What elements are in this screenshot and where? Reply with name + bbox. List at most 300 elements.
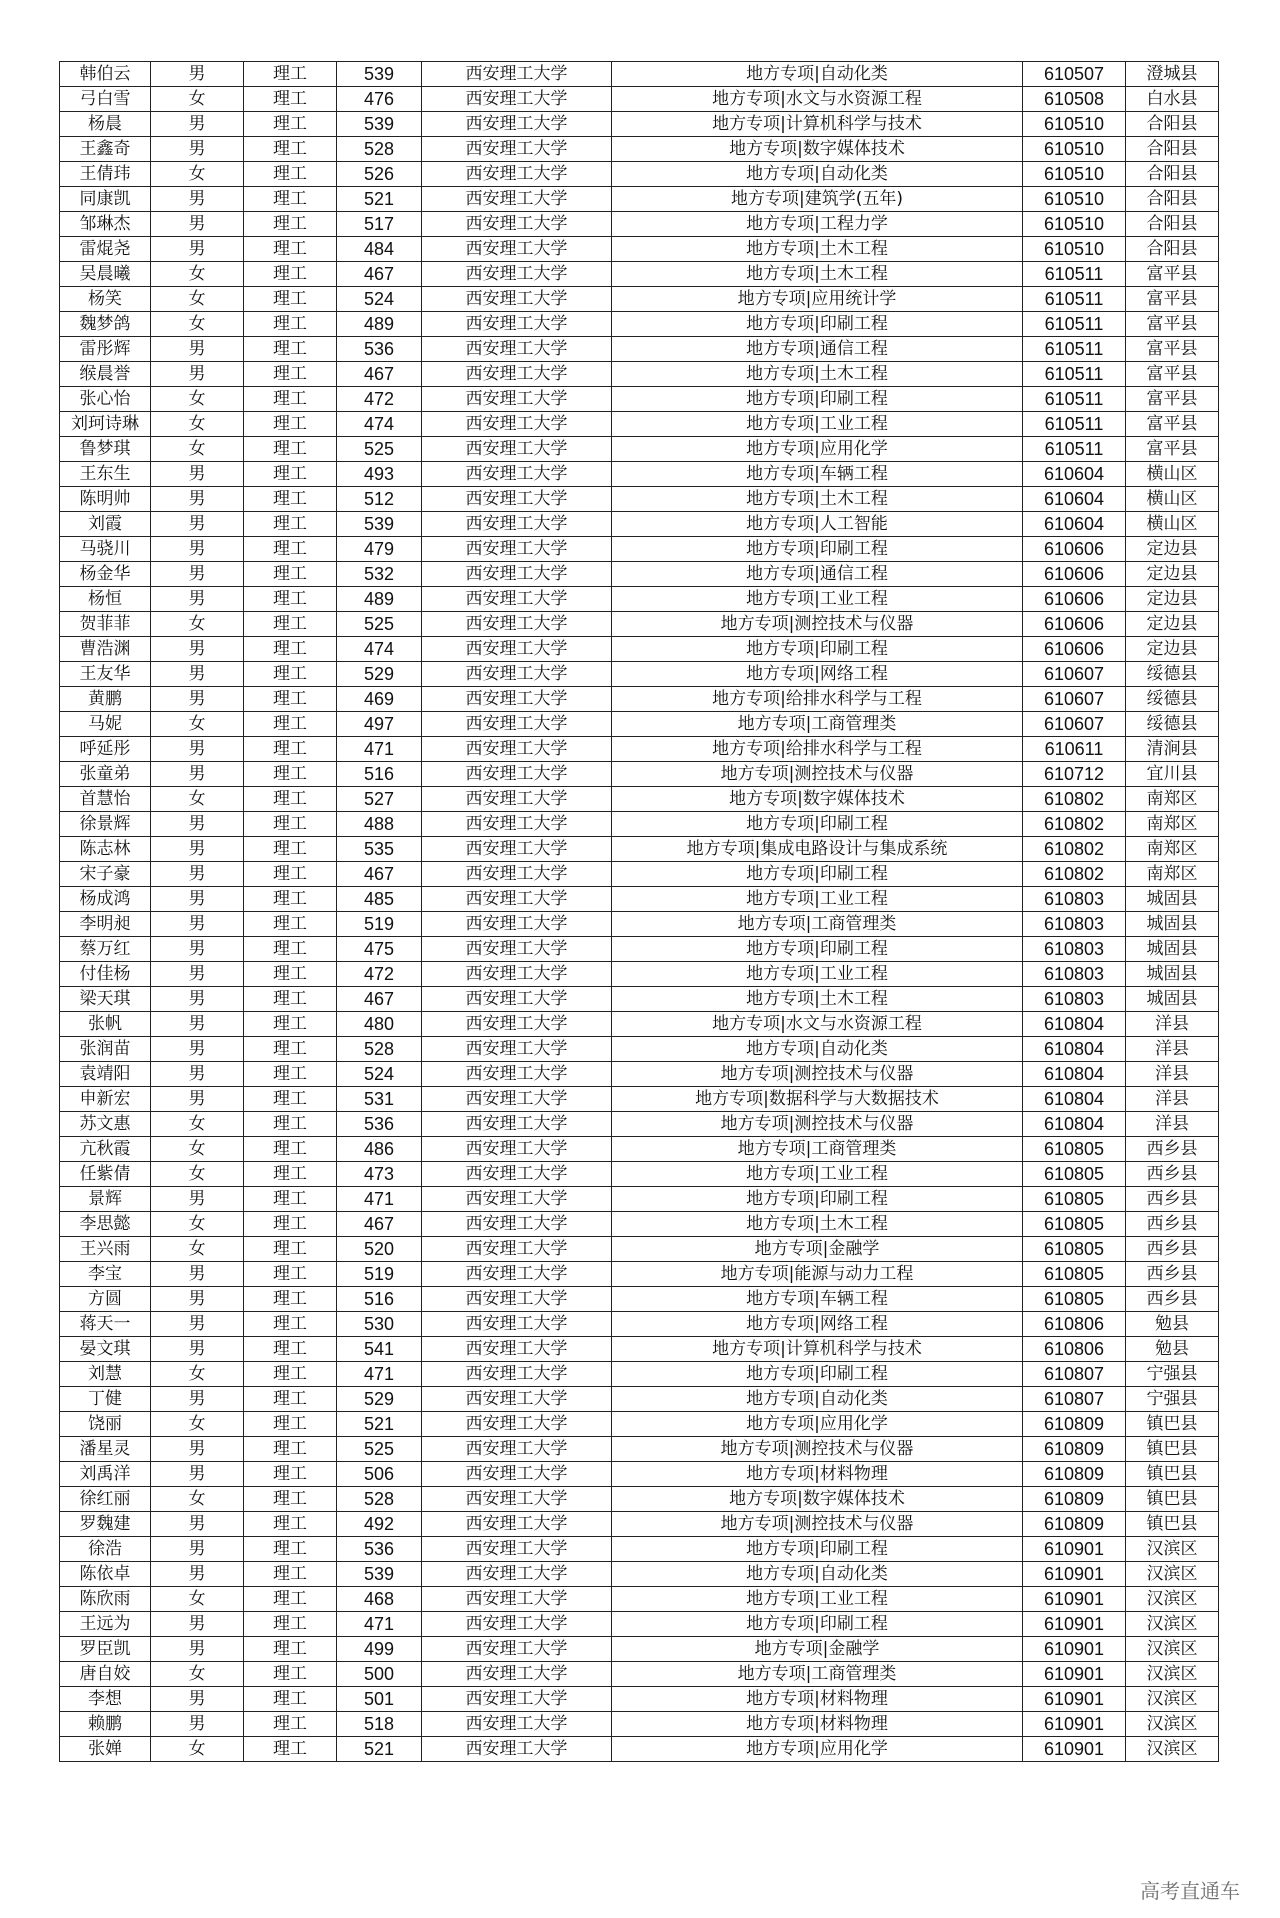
score-cell: 535 xyxy=(337,837,422,862)
county-cell: 汉滨区 xyxy=(1126,1687,1219,1712)
university-cell: 西安理工大学 xyxy=(422,387,612,412)
gender-cell: 女 xyxy=(151,1237,244,1262)
table-body xyxy=(60,62,1219,1762)
table-row xyxy=(60,587,1219,612)
university-cell: 西安理工大学 xyxy=(422,862,612,887)
admission-table xyxy=(59,61,1219,1762)
major-cell: 地方专项|测控技术与仪器 xyxy=(612,1062,1023,1087)
score-cell: 467 xyxy=(337,1212,422,1237)
region-code-cell: 610901 xyxy=(1023,1687,1126,1712)
university-cell: 西安理工大学 xyxy=(422,1287,612,1312)
region-code-cell: 610802 xyxy=(1023,837,1126,862)
gender-cell: 男 xyxy=(151,1087,244,1112)
university-cell: 西安理工大学 xyxy=(422,1462,612,1487)
name-cell: 杨晨 xyxy=(60,112,151,137)
category-cell: 理工 xyxy=(244,787,337,812)
university-cell: 西安理工大学 xyxy=(422,987,612,1012)
gender-cell: 男 xyxy=(151,1462,244,1487)
category-cell: 理工 xyxy=(244,1337,337,1362)
university-cell: 西安理工大学 xyxy=(422,1112,612,1137)
university-cell: 西安理工大学 xyxy=(422,1712,612,1737)
category-cell: 理工 xyxy=(244,1562,337,1587)
county-cell: 西乡县 xyxy=(1126,1212,1219,1237)
region-code-cell: 610508 xyxy=(1023,87,1126,112)
table-row xyxy=(60,1162,1219,1187)
region-code-cell: 610611 xyxy=(1023,737,1126,762)
county-cell: 汉滨区 xyxy=(1126,1737,1219,1762)
region-code-cell: 610511 xyxy=(1023,337,1126,362)
gender-cell: 男 xyxy=(151,337,244,362)
county-cell: 富平县 xyxy=(1126,337,1219,362)
region-code-cell: 610606 xyxy=(1023,537,1126,562)
table-row xyxy=(60,1612,1219,1637)
university-cell: 西安理工大学 xyxy=(422,1187,612,1212)
major-cell: 地方专项|给排水科学与工程 xyxy=(612,737,1023,762)
category-cell: 理工 xyxy=(244,1262,337,1287)
region-code-cell: 610805 xyxy=(1023,1187,1126,1212)
table-row xyxy=(60,362,1219,387)
region-code-cell: 610606 xyxy=(1023,587,1126,612)
table-row xyxy=(60,537,1219,562)
major-cell: 地方专项|水文与水资源工程 xyxy=(612,87,1023,112)
county-cell: 汉滨区 xyxy=(1126,1562,1219,1587)
name-cell: 李想 xyxy=(60,1687,151,1712)
score-cell: 525 xyxy=(337,437,422,462)
university-cell: 西安理工大学 xyxy=(422,712,612,737)
gender-cell: 男 xyxy=(151,662,244,687)
category-cell: 理工 xyxy=(244,962,337,987)
gender-cell: 男 xyxy=(151,62,244,87)
major-cell: 地方专项|印刷工程 xyxy=(612,862,1023,887)
name-cell: 弓白雪 xyxy=(60,87,151,112)
region-code-cell: 610510 xyxy=(1023,162,1126,187)
major-cell: 地方专项|自动化类 xyxy=(612,1387,1023,1412)
county-cell: 汉滨区 xyxy=(1126,1612,1219,1637)
name-cell: 徐浩 xyxy=(60,1537,151,1562)
major-cell: 地方专项|测控技术与仪器 xyxy=(612,1512,1023,1537)
name-cell: 饶丽 xyxy=(60,1412,151,1437)
category-cell: 理工 xyxy=(244,212,337,237)
gender-cell: 女 xyxy=(151,1162,244,1187)
name-cell: 刘慧 xyxy=(60,1362,151,1387)
score-cell: 486 xyxy=(337,1137,422,1162)
score-cell: 525 xyxy=(337,1437,422,1462)
category-cell: 理工 xyxy=(244,1512,337,1537)
county-cell: 镇巴县 xyxy=(1126,1437,1219,1462)
university-cell: 西安理工大学 xyxy=(422,1162,612,1187)
name-cell: 申新宏 xyxy=(60,1087,151,1112)
university-cell: 西安理工大学 xyxy=(422,162,612,187)
category-cell: 理工 xyxy=(244,762,337,787)
major-cell: 地方专项|土木工程 xyxy=(612,362,1023,387)
region-code-cell: 610805 xyxy=(1023,1237,1126,1262)
table-row xyxy=(60,1062,1219,1087)
name-cell: 马妮 xyxy=(60,712,151,737)
category-cell: 理工 xyxy=(244,537,337,562)
category-cell: 理工 xyxy=(244,712,337,737)
major-cell: 地方专项|工商管理类 xyxy=(612,1662,1023,1687)
university-cell: 西安理工大学 xyxy=(422,612,612,637)
name-cell: 陈依卓 xyxy=(60,1562,151,1587)
university-cell: 西安理工大学 xyxy=(422,662,612,687)
county-cell: 镇巴县 xyxy=(1126,1487,1219,1512)
county-cell: 横山区 xyxy=(1126,512,1219,537)
table-row xyxy=(60,762,1219,787)
category-cell: 理工 xyxy=(244,312,337,337)
major-cell: 地方专项|计算机科学与技术 xyxy=(612,1337,1023,1362)
county-cell: 宁强县 xyxy=(1126,1387,1219,1412)
county-cell: 合阳县 xyxy=(1126,237,1219,262)
region-code-cell: 610510 xyxy=(1023,137,1126,162)
gender-cell: 男 xyxy=(151,762,244,787)
name-cell: 杨金华 xyxy=(60,562,151,587)
region-code-cell: 610802 xyxy=(1023,787,1126,812)
category-cell: 理工 xyxy=(244,1662,337,1687)
score-cell: 528 xyxy=(337,137,422,162)
region-code-cell: 610604 xyxy=(1023,462,1126,487)
region-code-cell: 610606 xyxy=(1023,637,1126,662)
county-cell: 西乡县 xyxy=(1126,1137,1219,1162)
county-cell: 勉县 xyxy=(1126,1312,1219,1337)
score-cell: 529 xyxy=(337,662,422,687)
name-cell: 杨恒 xyxy=(60,587,151,612)
region-code-cell: 610507 xyxy=(1023,62,1126,87)
category-cell: 理工 xyxy=(244,112,337,137)
major-cell: 地方专项|工商管理类 xyxy=(612,712,1023,737)
score-cell: 524 xyxy=(337,1062,422,1087)
score-cell: 530 xyxy=(337,1312,422,1337)
university-cell: 西安理工大学 xyxy=(422,237,612,262)
university-cell: 西安理工大学 xyxy=(422,1437,612,1462)
university-cell: 西安理工大学 xyxy=(422,787,612,812)
county-cell: 洋县 xyxy=(1126,1037,1219,1062)
watermark-text: 高考直通车 xyxy=(1140,1879,1240,1903)
table-row xyxy=(60,237,1219,262)
region-code-cell: 610510 xyxy=(1023,187,1126,212)
region-code-cell: 610511 xyxy=(1023,287,1126,312)
table-row xyxy=(60,1187,1219,1212)
table-row xyxy=(60,1112,1219,1137)
county-cell: 绥德县 xyxy=(1126,712,1219,737)
category-cell: 理工 xyxy=(244,562,337,587)
major-cell: 地方专项|印刷工程 xyxy=(612,1537,1023,1562)
gender-cell: 男 xyxy=(151,987,244,1012)
score-cell: 526 xyxy=(337,162,422,187)
name-cell: 梁天琪 xyxy=(60,987,151,1012)
major-cell: 地方专项|工业工程 xyxy=(612,412,1023,437)
score-cell: 468 xyxy=(337,1587,422,1612)
table-row xyxy=(60,1512,1219,1537)
major-cell: 地方专项|材料物理 xyxy=(612,1712,1023,1737)
score-cell: 499 xyxy=(337,1637,422,1662)
gender-cell: 男 xyxy=(151,687,244,712)
major-cell: 地方专项|印刷工程 xyxy=(612,1362,1023,1387)
category-cell: 理工 xyxy=(244,1312,337,1337)
county-cell: 绥德县 xyxy=(1126,687,1219,712)
category-cell: 理工 xyxy=(244,862,337,887)
name-cell: 张润苗 xyxy=(60,1037,151,1062)
university-cell: 西安理工大学 xyxy=(422,1412,612,1437)
category-cell: 理工 xyxy=(244,812,337,837)
region-code-cell: 610805 xyxy=(1023,1262,1126,1287)
category-cell: 理工 xyxy=(244,1537,337,1562)
gender-cell: 男 xyxy=(151,912,244,937)
table-row xyxy=(60,512,1219,537)
score-cell: 521 xyxy=(337,1412,422,1437)
region-code-cell: 610804 xyxy=(1023,1112,1126,1137)
score-cell: 500 xyxy=(337,1662,422,1687)
major-cell: 地方专项|测控技术与仪器 xyxy=(612,762,1023,787)
major-cell: 地方专项|计算机科学与技术 xyxy=(612,112,1023,137)
county-cell: 富平县 xyxy=(1126,437,1219,462)
score-cell: 529 xyxy=(337,1387,422,1412)
gender-cell: 男 xyxy=(151,1287,244,1312)
county-cell: 洋县 xyxy=(1126,1012,1219,1037)
university-cell: 西安理工大学 xyxy=(422,412,612,437)
region-code-cell: 610901 xyxy=(1023,1637,1126,1662)
table-row xyxy=(60,1312,1219,1337)
category-cell: 理工 xyxy=(244,437,337,462)
gender-cell: 男 xyxy=(151,562,244,587)
table-row xyxy=(60,1412,1219,1437)
table-row xyxy=(60,1562,1219,1587)
name-cell: 王兴雨 xyxy=(60,1237,151,1262)
county-cell: 汉滨区 xyxy=(1126,1537,1219,1562)
major-cell: 地方专项|工业工程 xyxy=(612,1587,1023,1612)
university-cell: 西安理工大学 xyxy=(422,87,612,112)
score-cell: 469 xyxy=(337,687,422,712)
name-cell: 贺菲菲 xyxy=(60,612,151,637)
table-row xyxy=(60,887,1219,912)
name-cell: 张婵 xyxy=(60,1737,151,1762)
major-cell: 地方专项|能源与动力工程 xyxy=(612,1262,1023,1287)
county-cell: 南郑区 xyxy=(1126,812,1219,837)
gender-cell: 男 xyxy=(151,862,244,887)
score-cell: 485 xyxy=(337,887,422,912)
university-cell: 西安理工大学 xyxy=(422,1262,612,1287)
table-row xyxy=(60,637,1219,662)
table-row xyxy=(60,1362,1219,1387)
gender-cell: 女 xyxy=(151,787,244,812)
score-cell: 467 xyxy=(337,862,422,887)
county-cell: 定边县 xyxy=(1126,587,1219,612)
score-cell: 506 xyxy=(337,1462,422,1487)
name-cell: 张童弟 xyxy=(60,762,151,787)
major-cell: 地方专项|土木工程 xyxy=(612,237,1023,262)
category-cell: 理工 xyxy=(244,237,337,262)
university-cell: 西安理工大学 xyxy=(422,1387,612,1412)
gender-cell: 女 xyxy=(151,1112,244,1137)
university-cell: 西安理工大学 xyxy=(422,137,612,162)
table-row xyxy=(60,412,1219,437)
table-row xyxy=(60,737,1219,762)
category-cell: 理工 xyxy=(244,912,337,937)
major-cell: 地方专项|印刷工程 xyxy=(612,937,1023,962)
score-cell: 536 xyxy=(337,337,422,362)
county-cell: 合阳县 xyxy=(1126,162,1219,187)
county-cell: 宜川县 xyxy=(1126,762,1219,787)
region-code-cell: 610803 xyxy=(1023,912,1126,937)
region-code-cell: 610604 xyxy=(1023,512,1126,537)
score-cell: 520 xyxy=(337,1237,422,1262)
name-cell: 张心怡 xyxy=(60,387,151,412)
table-row xyxy=(60,487,1219,512)
region-code-cell: 610809 xyxy=(1023,1462,1126,1487)
category-cell: 理工 xyxy=(244,262,337,287)
region-code-cell: 610510 xyxy=(1023,212,1126,237)
category-cell: 理工 xyxy=(244,1387,337,1412)
category-cell: 理工 xyxy=(244,1612,337,1637)
name-cell: 王鑫奇 xyxy=(60,137,151,162)
gender-cell: 女 xyxy=(151,1587,244,1612)
region-code-cell: 610607 xyxy=(1023,662,1126,687)
score-cell: 517 xyxy=(337,212,422,237)
category-cell: 理工 xyxy=(244,387,337,412)
name-cell: 刘禹洋 xyxy=(60,1462,151,1487)
university-cell: 西安理工大学 xyxy=(422,487,612,512)
category-cell: 理工 xyxy=(244,1687,337,1712)
major-cell: 地方专项|自动化类 xyxy=(612,1037,1023,1062)
major-cell: 地方专项|工程力学 xyxy=(612,212,1023,237)
score-cell: 518 xyxy=(337,1712,422,1737)
region-code-cell: 610802 xyxy=(1023,812,1126,837)
university-cell: 西安理工大学 xyxy=(422,1512,612,1537)
university-cell: 西安理工大学 xyxy=(422,362,612,387)
gender-cell: 女 xyxy=(151,1212,244,1237)
university-cell: 西安理工大学 xyxy=(422,1687,612,1712)
name-cell: 罗臣凯 xyxy=(60,1637,151,1662)
region-code-cell: 610804 xyxy=(1023,1087,1126,1112)
score-cell: 472 xyxy=(337,962,422,987)
county-cell: 富平县 xyxy=(1126,387,1219,412)
name-cell: 宋子豪 xyxy=(60,862,151,887)
region-code-cell: 610511 xyxy=(1023,437,1126,462)
table-row xyxy=(60,1537,1219,1562)
gender-cell: 男 xyxy=(151,212,244,237)
category-cell: 理工 xyxy=(244,412,337,437)
name-cell: 吴晨曦 xyxy=(60,262,151,287)
county-cell: 南郑区 xyxy=(1126,837,1219,862)
name-cell: 魏梦鸽 xyxy=(60,312,151,337)
county-cell: 宁强县 xyxy=(1126,1362,1219,1387)
region-code-cell: 610803 xyxy=(1023,962,1126,987)
gender-cell: 女 xyxy=(151,312,244,337)
gender-cell: 男 xyxy=(151,1512,244,1537)
major-cell: 地方专项|建筑学(五年) xyxy=(612,187,1023,212)
table-row xyxy=(60,437,1219,462)
major-cell: 地方专项|印刷工程 xyxy=(612,387,1023,412)
table-row xyxy=(60,212,1219,237)
category-cell: 理工 xyxy=(244,887,337,912)
table-row xyxy=(60,1587,1219,1612)
gender-cell: 男 xyxy=(151,1437,244,1462)
category-cell: 理工 xyxy=(244,1212,337,1237)
table-row xyxy=(60,1437,1219,1462)
gender-cell: 女 xyxy=(151,1412,244,1437)
gender-cell: 男 xyxy=(151,1187,244,1212)
category-cell: 理工 xyxy=(244,1087,337,1112)
table-row xyxy=(60,62,1219,87)
score-cell: 528 xyxy=(337,1037,422,1062)
major-cell: 地方专项|网络工程 xyxy=(612,662,1023,687)
region-code-cell: 610511 xyxy=(1023,387,1126,412)
gender-cell: 男 xyxy=(151,187,244,212)
university-cell: 西安理工大学 xyxy=(422,762,612,787)
score-cell: 512 xyxy=(337,487,422,512)
score-cell: 536 xyxy=(337,1537,422,1562)
name-cell: 罗魏建 xyxy=(60,1512,151,1537)
name-cell: 徐景辉 xyxy=(60,812,151,837)
name-cell: 蔡万红 xyxy=(60,937,151,962)
category-cell: 理工 xyxy=(244,937,337,962)
university-cell: 西安理工大学 xyxy=(422,1087,612,1112)
category-cell: 理工 xyxy=(244,1237,337,1262)
category-cell: 理工 xyxy=(244,1037,337,1062)
category-cell: 理工 xyxy=(244,737,337,762)
score-cell: 467 xyxy=(337,987,422,1012)
county-cell: 富平县 xyxy=(1126,412,1219,437)
table-row xyxy=(60,87,1219,112)
county-cell: 汉滨区 xyxy=(1126,1712,1219,1737)
county-cell: 南郑区 xyxy=(1126,787,1219,812)
table-row xyxy=(60,962,1219,987)
county-cell: 镇巴县 xyxy=(1126,1462,1219,1487)
table-row xyxy=(60,187,1219,212)
major-cell: 地方专项|工业工程 xyxy=(612,1162,1023,1187)
score-cell: 539 xyxy=(337,512,422,537)
county-cell: 城固县 xyxy=(1126,987,1219,1012)
county-cell: 富平县 xyxy=(1126,262,1219,287)
gender-cell: 男 xyxy=(151,237,244,262)
table-row xyxy=(60,712,1219,737)
university-cell: 西安理工大学 xyxy=(422,462,612,487)
region-code-cell: 610806 xyxy=(1023,1312,1126,1337)
major-cell: 地方专项|通信工程 xyxy=(612,337,1023,362)
county-cell: 西乡县 xyxy=(1126,1187,1219,1212)
university-cell: 西安理工大学 xyxy=(422,812,612,837)
score-cell: 519 xyxy=(337,1262,422,1287)
name-cell: 王友华 xyxy=(60,662,151,687)
name-cell: 任紫倩 xyxy=(60,1162,151,1187)
name-cell: 陈明帅 xyxy=(60,487,151,512)
gender-cell: 男 xyxy=(151,1387,244,1412)
name-cell: 马骁川 xyxy=(60,537,151,562)
gender-cell: 男 xyxy=(151,962,244,987)
university-cell: 西安理工大学 xyxy=(422,287,612,312)
university-cell: 西安理工大学 xyxy=(422,1737,612,1762)
major-cell: 地方专项|测控技术与仪器 xyxy=(612,612,1023,637)
score-cell: 539 xyxy=(337,112,422,137)
score-cell: 539 xyxy=(337,62,422,87)
score-cell: 480 xyxy=(337,1012,422,1037)
major-cell: 地方专项|测控技术与仪器 xyxy=(612,1112,1023,1137)
score-cell: 527 xyxy=(337,787,422,812)
score-cell: 519 xyxy=(337,912,422,937)
score-cell: 531 xyxy=(337,1087,422,1112)
major-cell: 地方专项|工业工程 xyxy=(612,962,1023,987)
county-cell: 富平县 xyxy=(1126,287,1219,312)
category-cell: 理工 xyxy=(244,1712,337,1737)
university-cell: 西安理工大学 xyxy=(422,1037,612,1062)
region-code-cell: 610809 xyxy=(1023,1487,1126,1512)
category-cell: 理工 xyxy=(244,1587,337,1612)
category-cell: 理工 xyxy=(244,612,337,637)
gender-cell: 女 xyxy=(151,387,244,412)
university-cell: 西安理工大学 xyxy=(422,887,612,912)
university-cell: 西安理工大学 xyxy=(422,837,612,862)
region-code-cell: 610606 xyxy=(1023,562,1126,587)
gender-cell: 男 xyxy=(151,487,244,512)
